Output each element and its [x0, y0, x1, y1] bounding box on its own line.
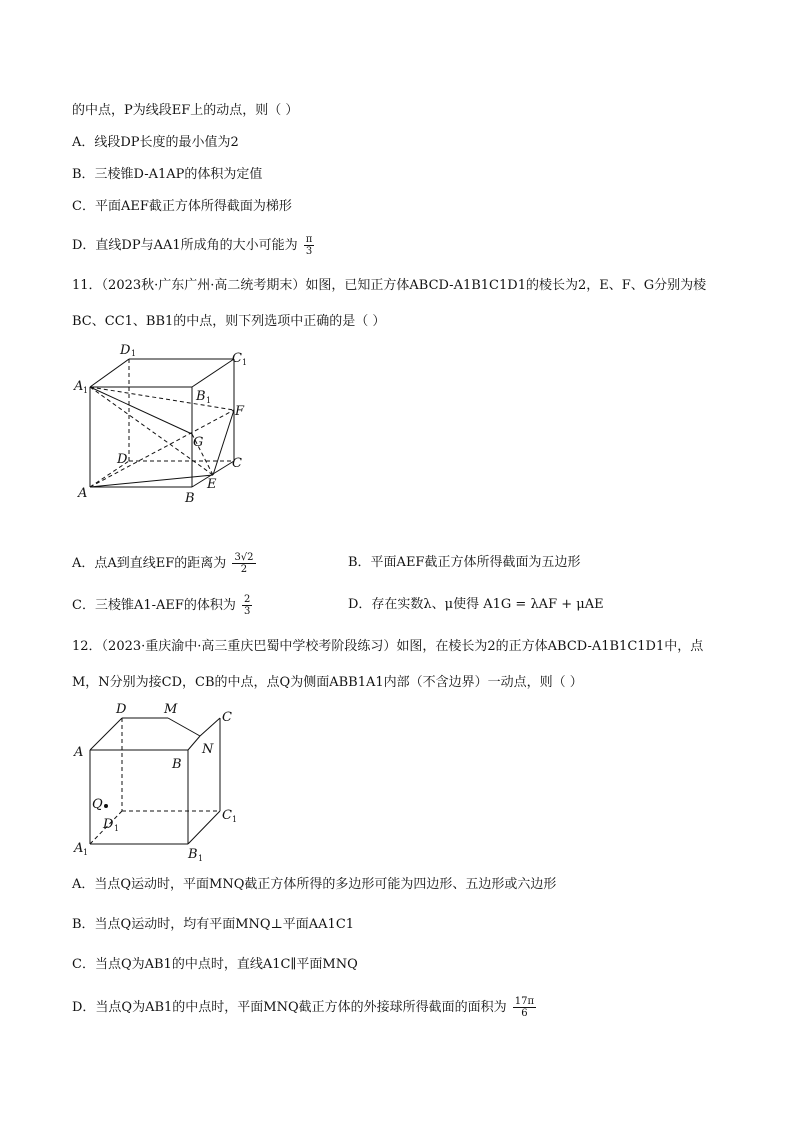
label-b: B [172, 757, 182, 772]
q11-stem-line2: BC、CC1、BB1的中点，则下列选项中正确的是（ ） [72, 314, 386, 329]
label-c: C [222, 710, 232, 725]
q11-cube-figure [72, 340, 262, 510]
q11-option-a-fraction [232, 552, 255, 575]
label-d: D [116, 702, 127, 717]
label-c1: C [222, 808, 232, 823]
q11-stem-line1: 11．（2023秋·广东广州·高二统考期末）如图，已知正方体ABCD-A1B1C1D1的棱长为2，E、F、G分别为棱 [72, 278, 707, 293]
label-a: A [78, 486, 88, 501]
q10-option-d-fraction [304, 234, 315, 257]
q11-option-a-text: A．点A到直线EF的距离为 [72, 556, 227, 571]
label-q: Q [92, 797, 103, 812]
q12-option-c: C．当点Q为AB1的中点时，直线A1C∥平面MNQ [72, 957, 358, 972]
label-m: M [164, 702, 178, 717]
q12-option-b: B．当点Q运动时，均有平面MNQ⊥平面AA1C1 [72, 917, 355, 932]
q10-option-d-text: D．直线DP与AA1所成角的大小可能为 [72, 238, 298, 253]
fraction-numerator: π [305, 234, 313, 245]
fraction-denominator: 2 [240, 564, 248, 575]
fraction-denominator: 6 [521, 1008, 528, 1019]
label-n: N [202, 742, 214, 757]
svg-text:1: 1 [131, 349, 137, 358]
label-d1: D [120, 343, 131, 358]
label-e: E [207, 477, 217, 492]
label-f: F [235, 404, 245, 419]
svg-text:1: 1 [114, 824, 120, 833]
q10-option-d [72, 234, 314, 257]
q10-option-c: C．平面AEF截正方体所得截面为梯形 [72, 199, 292, 214]
svg-text:1: 1 [83, 848, 89, 857]
q12-option-d-text: D．当点Q为AB1的中点时，平面MNQ截正方体的外接球所得截面的面积为 [72, 1000, 507, 1015]
q11-option-c-fraction [242, 594, 252, 617]
q11-option-c [72, 594, 252, 617]
q10-option-b: B．三棱锥D-A1AP的体积为定值 [72, 167, 263, 182]
fraction-numerator: 17π [514, 996, 535, 1007]
label-a1: A [74, 379, 84, 394]
q12-cube-figure [72, 698, 252, 868]
svg-text:1: 1 [83, 386, 89, 395]
q12-option-d [72, 996, 536, 1019]
label-c1: C [232, 351, 242, 366]
q12-option-a: A．当点Q运动时，平面MNQ截正方体所得的多边形可能为四边形、五边形或六边形 [72, 877, 557, 892]
q11-option-c-text: C．三棱锥A1-AEF的体积为 [72, 598, 236, 613]
svg-text:1: 1 [198, 854, 204, 863]
svg-text:1: 1 [206, 396, 212, 405]
q12-option-d-fraction [513, 996, 536, 1019]
q12-stem-line1: 12．（2023·重庆渝中·高三重庆巴蜀中学校考阶段练习）如图，在棱长为2的正方体ABCD-A1B1C1D1中，点 [72, 639, 704, 654]
fraction-numerator: 3√2 [234, 552, 254, 563]
q10-stem-end: 的中点，P为线段EF上的动点，则（ ） [72, 103, 299, 118]
q10-option-a: A．线段DP长度的最小值为2 [72, 135, 239, 150]
label-a: A [74, 745, 84, 760]
svg-text:1: 1 [242, 358, 248, 367]
fraction-denominator: 3 [244, 606, 251, 617]
svg-text:D: D [103, 817, 114, 832]
label-c: C [232, 456, 242, 471]
label-b1: B [196, 389, 206, 404]
label-b: B [185, 491, 195, 506]
q12-stem-line2: M，N分别为接CD，CB的中点，点Q为侧面ABB1A1内部（不含边界）一动点，则（ ） [72, 675, 583, 690]
fraction-denominator: 3 [305, 246, 313, 257]
svg-text:1: 1 [232, 815, 238, 824]
label-d: D [117, 452, 128, 467]
label-a1: A [74, 841, 84, 856]
fraction-numerator: 2 [244, 594, 251, 605]
label-b1: B [188, 847, 198, 862]
q11-option-d: D．存在实数λ、μ使得 A1G = λAF + μAE [348, 597, 604, 612]
q11-option-b: B．平面AEF截正方体所得截面为五边形 [348, 555, 581, 570]
q11-option-a [72, 552, 256, 575]
label-g: G [193, 435, 204, 450]
